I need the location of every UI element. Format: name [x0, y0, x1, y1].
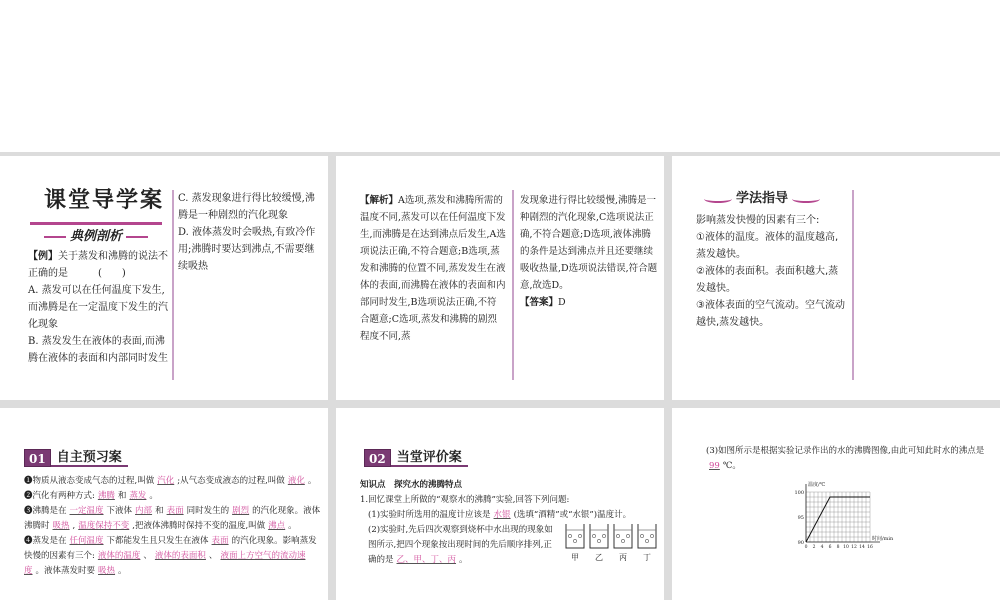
section-header: 02 当堂评价案: [364, 448, 468, 468]
item-1: ❶物质从液态变成气态的过程,叫做 汽化 ;从气态变成液态的过程,叫做 液化 。: [24, 476, 317, 486]
method-body: 影响蒸发快慢的因素有三个: ①液体的温度。液体的温度越高,蒸发越快。 ②液体的表面积。表面积越大,蒸发越快。 ③液体表面的空气流动。空气流动越快,蒸发越快。: [696, 212, 846, 331]
boiling-graph: [792, 478, 896, 558]
beaker-4: [638, 524, 656, 562]
slide-evaluation[interactable]: [336, 408, 664, 600]
question-3: (3)如图所示是根据实验记录作出的水的沸腾图像,由此可知此时水的沸点是99 ℃。: [706, 446, 985, 471]
column-divider: [852, 190, 854, 380]
question-column-right: [178, 190, 324, 275]
beaker-label: 甲: [571, 553, 579, 562]
beaker-label: 丁: [643, 553, 651, 562]
question-1-1: (1)实验时所选用的温度计应该是 水银 (选填“酒精”或“水银”)温度计。: [368, 510, 632, 520]
analysis-left: 【解析】A选项,蒸发和沸腾所需的温度不同,蒸发可以在任何温度下发生,而沸腾是在达到沸点后发生,A选项说法正确,不符合题意;B选项,蒸发和沸腾的位置不同,蒸发发生在液体的表面,而沸腾在液体的表面和内部同时发生,B选项说法正确,不符合题意;C选项,蒸发和沸腾的剧烈程度不同,蒸: [360, 195, 506, 342]
column-divider: [512, 190, 514, 380]
x-tick-label: 4: [820, 545, 824, 550]
item-3: ❸沸腾是在 一定温度 下液体 内部 和 表面 同时发生的 剧烈 的汽化现象。液体沸腾时 吸热 , 温度保持不变 ,把液体沸腾时保持不变的温度,叫做 沸点 。: [24, 506, 321, 531]
knowledge-point: 知识点 探究水的沸腾特点: [360, 480, 463, 490]
section-subtitle: 典例剖析: [30, 228, 162, 245]
title-underline: [30, 222, 162, 225]
swirl-decoration-icon: [792, 195, 820, 203]
x-tick-label: 16: [867, 545, 873, 550]
x-axis-label: 时间/min: [872, 536, 894, 542]
slide-boiling-graph[interactable]: [672, 408, 1000, 600]
y-tick-label: 95: [797, 515, 804, 521]
x-tick-label: 6: [828, 545, 832, 550]
analysis-right: 发现象进行得比较缓慢,沸腾是一种剧烈的汽化现象,C选项说法正确,不符合题意;D选项,液体沸腾的条件是达到沸点并且还要继续吸收热量,D选项说法错误,符合题意,故选D。 【答案】D: [520, 195, 658, 308]
x-tick-label: 10: [843, 545, 849, 550]
beakers-figure: [562, 518, 662, 564]
section-header: 01 自主预习案: [24, 448, 128, 468]
beaker-label: 乙: [595, 553, 603, 562]
top-blank-area: [0, 0, 1000, 152]
page-title: 课堂导学案: [44, 187, 165, 213]
question-1-2: (2)实验时,先后四次观察到烧杯中水出现的现象如图所示,把四个现象按出现时间的先后顺序排列,正确的是 乙、甲、丁、丙 。: [368, 525, 553, 565]
method-heading: 学法指导: [700, 190, 840, 207]
item-2: ❷汽化有两种方式: 沸腾 和 蒸发 。: [24, 491, 158, 501]
factor-1: ①液体的温度。液体的温度越高,蒸发越快。: [696, 232, 839, 260]
slide-analysis[interactable]: [336, 156, 664, 400]
question-column-left: [28, 248, 170, 367]
question-1: 1.回忆课堂上所做的“观察水的沸腾”实验,回答下列问题:: [360, 495, 570, 505]
answer-tag: 【答案】: [520, 297, 559, 308]
preview-body: [24, 474, 324, 579]
slide-preview[interactable]: [0, 408, 328, 600]
option-d: D. 液体蒸发时会吸热,有致冷作用;沸腾时要达到沸点,不需要继续吸热: [178, 227, 316, 272]
option-a: A. 蒸发可以在任何温度下发生,而沸腾是在一定温度下发生的汽化现象: [28, 285, 168, 330]
y-tick-label: 100: [794, 490, 804, 496]
beaker-1: [566, 524, 584, 562]
x-tick-label: 8: [836, 545, 840, 550]
beaker-2: [590, 524, 608, 562]
item-4: ❹蒸发是在 任何温度 下都能发生且只发生在液体 表面 的汽化现象。影响蒸发快慢的因素有三个: 液体的温度 、 液体的表面积 、 液面上方空气的流动速度 。液体蒸发时要 吸热 。: [24, 536, 317, 576]
question-stem: 【例】关于蒸发和沸腾的说法不正确的是 ( ): [28, 251, 168, 279]
beaker-3: [614, 524, 632, 562]
x-tick-label: 14: [859, 545, 865, 550]
column-divider: [172, 190, 174, 380]
x-tick-label: 2: [812, 545, 816, 550]
swirl-decoration-icon: [704, 195, 732, 203]
option-c: C. 蒸发现象进行得比较缓慢,沸腾是一种剧烈的汽化现象: [178, 193, 315, 221]
slide-method-guide[interactable]: [672, 156, 1000, 400]
y-tick-label: 90: [797, 540, 804, 546]
factor-3: ③液体表面的空气流动。空气流动越快,蒸发越快。: [696, 300, 845, 328]
y-axis-label: 温度/℃: [808, 482, 826, 488]
x-tick-label: 12: [851, 545, 857, 550]
slide-example-question[interactable]: [0, 156, 328, 400]
answer-value: D: [558, 297, 566, 308]
option-b: B. 蒸发发生在液体的表面,而沸腾在液体的表面和内部同时发生: [28, 336, 168, 364]
beaker-label: 丙: [619, 553, 627, 562]
factor-2: ②液体的表面积。表面积越大,蒸发越快。: [696, 266, 839, 294]
x-tick-label: 0: [804, 545, 808, 550]
